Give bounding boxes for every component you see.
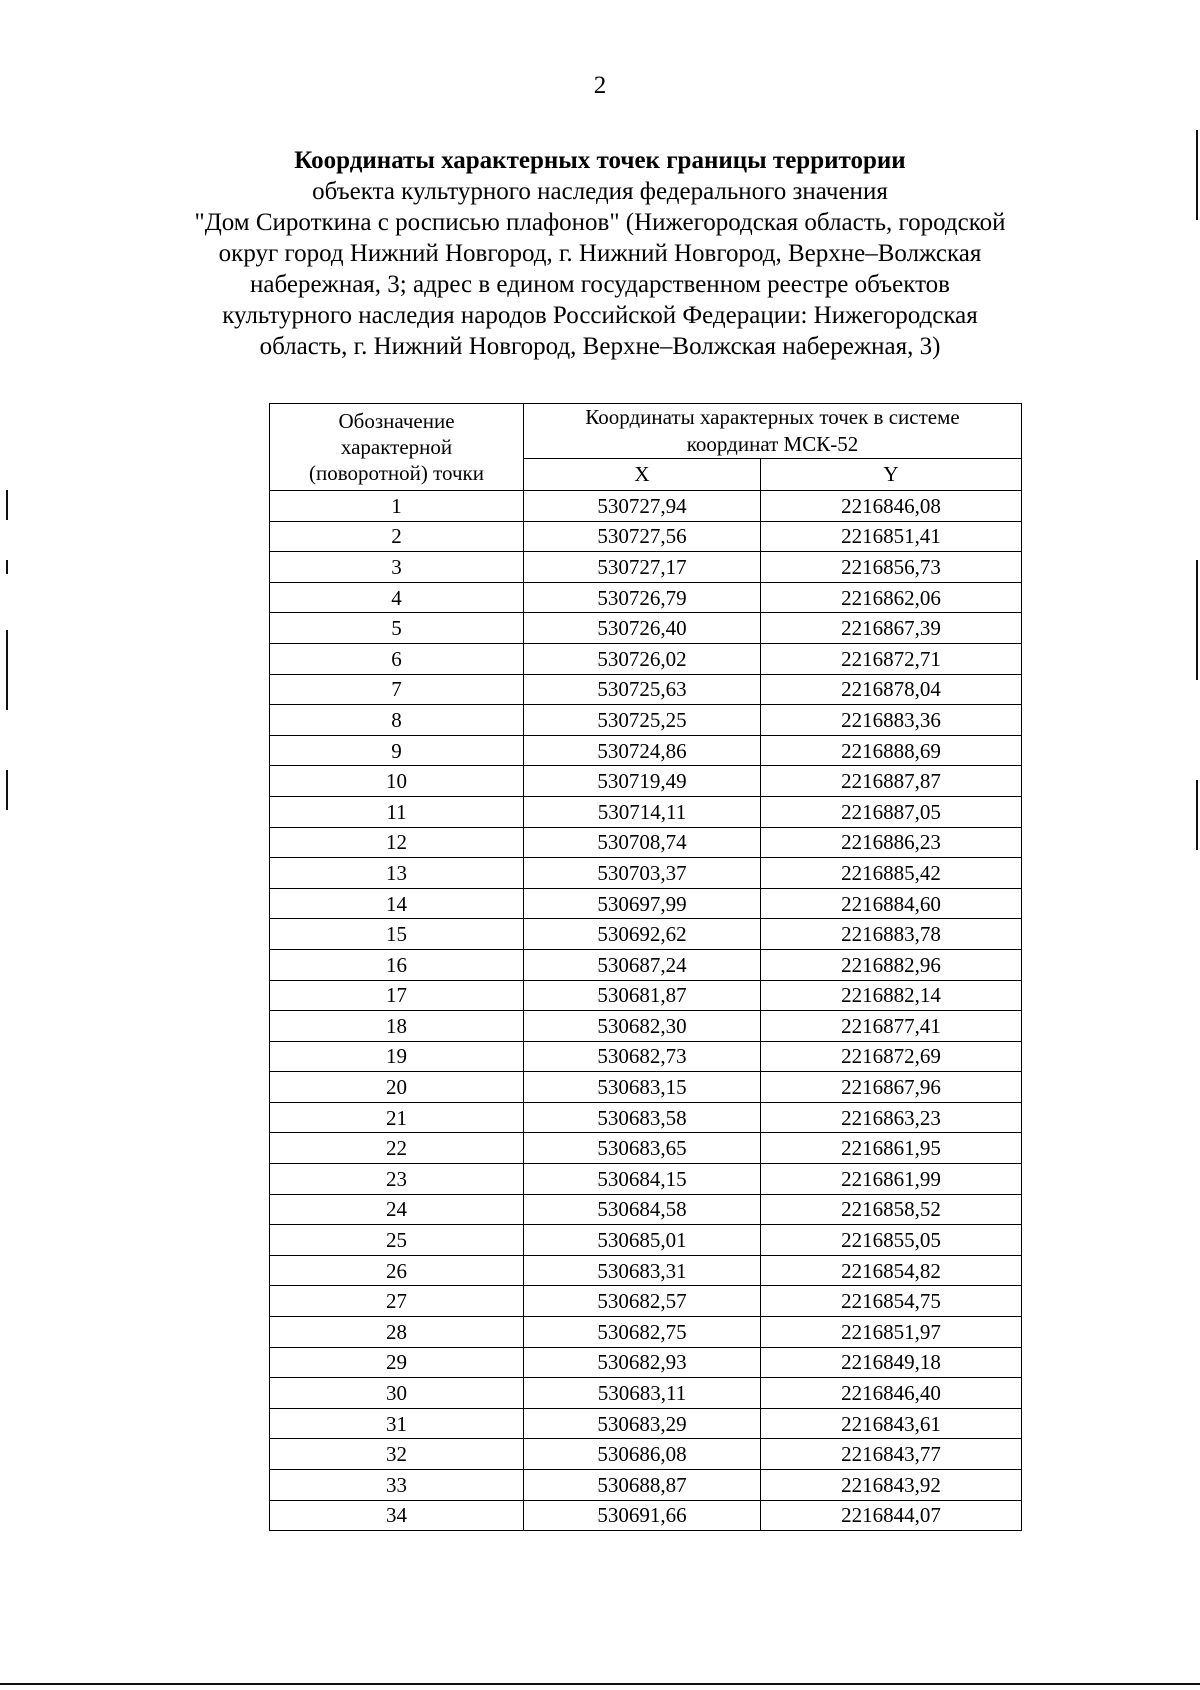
coord-y-cell: 2216882,14 bbox=[761, 980, 1022, 1011]
title-line: округ город Нижний Новгород, г. Нижний Новгород, Верхне–Волжская bbox=[218, 240, 982, 267]
table-row bbox=[270, 521, 1022, 552]
header-system-line: координат МСК-52 bbox=[686, 432, 859, 456]
table-row bbox=[270, 1408, 1022, 1439]
coord-y-cell: 2216863,23 bbox=[761, 1102, 1022, 1133]
point-number-cell: 22 bbox=[270, 1133, 524, 1164]
coord-x-cell: 530691,66 bbox=[524, 1500, 761, 1531]
point-number-cell: 23 bbox=[270, 1164, 524, 1195]
coord-y-cell: 2216843,61 bbox=[761, 1408, 1022, 1439]
coord-y-cell: 2216887,87 bbox=[761, 766, 1022, 797]
coord-x-cell: 530683,65 bbox=[524, 1133, 761, 1164]
point-number-cell: 18 bbox=[270, 1011, 524, 1042]
table-row bbox=[270, 766, 1022, 797]
header-x: X bbox=[524, 459, 761, 491]
point-number-cell: 20 bbox=[270, 1072, 524, 1103]
point-number-cell: 31 bbox=[270, 1408, 524, 1439]
coord-x-cell: 530683,11 bbox=[524, 1378, 761, 1409]
coord-y-cell: 2216843,77 bbox=[761, 1439, 1022, 1470]
coord-y-cell: 2216861,99 bbox=[761, 1164, 1022, 1195]
table-row bbox=[270, 796, 1022, 827]
point-number-cell: 24 bbox=[270, 1194, 524, 1225]
coord-x-cell: 530688,87 bbox=[524, 1470, 761, 1501]
coord-x-cell: 530683,15 bbox=[524, 1072, 761, 1103]
table-row bbox=[270, 1317, 1022, 1348]
header-point-designation bbox=[270, 404, 524, 491]
table-row bbox=[270, 643, 1022, 674]
title-line: набережная, 3; адрес в едином государственном реестре объектов bbox=[250, 271, 950, 298]
table-row bbox=[270, 1378, 1022, 1409]
point-number-cell: 15 bbox=[270, 919, 524, 950]
coord-x-cell: 530726,02 bbox=[524, 643, 761, 674]
coord-y-cell: 2216861,95 bbox=[761, 1133, 1022, 1164]
point-number-cell: 32 bbox=[270, 1439, 524, 1470]
table-row bbox=[270, 1011, 1022, 1042]
point-number-cell: 14 bbox=[270, 888, 524, 919]
title-line: область, г. Нижний Новгород, Верхне–Волжская набережная, 3) bbox=[259, 333, 941, 360]
coordinates-table-body bbox=[270, 491, 1022, 1531]
point-number-cell: 5 bbox=[270, 613, 524, 644]
table-row bbox=[270, 980, 1022, 1011]
header-point-line: характерной bbox=[340, 435, 453, 459]
coord-y-cell: 2216854,82 bbox=[761, 1255, 1022, 1286]
table-row bbox=[270, 1194, 1022, 1225]
coord-x-cell: 530692,62 bbox=[524, 919, 761, 950]
coord-y-cell: 2216846,40 bbox=[761, 1378, 1022, 1409]
point-number-cell: 8 bbox=[270, 705, 524, 736]
header-point-line: Обозначение bbox=[338, 409, 455, 433]
coord-x-cell: 530684,15 bbox=[524, 1164, 761, 1195]
coord-x-cell: 530714,11 bbox=[524, 796, 761, 827]
title-line: объекта культурного наследия федерального значения bbox=[312, 178, 888, 205]
table-row bbox=[270, 1255, 1022, 1286]
table-row bbox=[270, 1102, 1022, 1133]
table-row bbox=[270, 1470, 1022, 1501]
point-number-cell: 27 bbox=[270, 1286, 524, 1317]
coord-x-cell: 530703,37 bbox=[524, 858, 761, 889]
point-number-cell: 11 bbox=[270, 796, 524, 827]
table-row bbox=[270, 1164, 1022, 1195]
table-row bbox=[270, 1072, 1022, 1103]
coord-y-cell: 2216844,07 bbox=[761, 1500, 1022, 1531]
table-row bbox=[270, 705, 1022, 736]
coord-y-cell: 2216877,41 bbox=[761, 1011, 1022, 1042]
coord-y-cell: 2216885,42 bbox=[761, 858, 1022, 889]
point-number-cell: 2 bbox=[270, 521, 524, 552]
coord-y-cell: 2216883,78 bbox=[761, 919, 1022, 950]
header-coordinate-system bbox=[524, 404, 1022, 459]
coord-x-cell: 530697,99 bbox=[524, 888, 761, 919]
coord-y-cell: 2216882,96 bbox=[761, 949, 1022, 980]
coord-x-cell: 530708,74 bbox=[524, 827, 761, 858]
coord-x-cell: 530685,01 bbox=[524, 1225, 761, 1256]
coord-y-cell: 2216883,36 bbox=[761, 705, 1022, 736]
table-row bbox=[270, 1133, 1022, 1164]
coord-x-cell: 530725,63 bbox=[524, 674, 761, 705]
header-y: Y bbox=[761, 459, 1022, 491]
coord-y-cell: 2216854,75 bbox=[761, 1286, 1022, 1317]
coord-y-cell: 2216846,08 bbox=[761, 491, 1022, 522]
table-row bbox=[270, 613, 1022, 644]
table-row bbox=[270, 1439, 1022, 1470]
coord-y-cell: 2216856,73 bbox=[761, 552, 1022, 583]
coord-y-cell: 2216851,97 bbox=[761, 1317, 1022, 1348]
coord-x-cell: 530684,58 bbox=[524, 1194, 761, 1225]
point-number-cell: 16 bbox=[270, 949, 524, 980]
coord-x-cell: 530683,29 bbox=[524, 1408, 761, 1439]
table-row bbox=[270, 1225, 1022, 1256]
table-row bbox=[270, 582, 1022, 613]
header-system-line: Координаты характерных точек в системе bbox=[585, 405, 960, 429]
point-number-cell: 10 bbox=[270, 766, 524, 797]
coord-y-cell: 2216884,60 bbox=[761, 888, 1022, 919]
table-row bbox=[270, 888, 1022, 919]
coord-y-cell: 2216872,71 bbox=[761, 643, 1022, 674]
point-number-cell: 3 bbox=[270, 552, 524, 583]
coord-x-cell: 530727,94 bbox=[524, 491, 761, 522]
coord-x-cell: 530682,57 bbox=[524, 1286, 761, 1317]
coord-x-cell: 530681,87 bbox=[524, 980, 761, 1011]
point-number-cell: 25 bbox=[270, 1225, 524, 1256]
coord-x-cell: 530683,58 bbox=[524, 1102, 761, 1133]
coord-y-cell: 2216886,23 bbox=[761, 827, 1022, 858]
coord-x-cell: 530727,56 bbox=[524, 521, 761, 552]
coord-y-cell: 2216862,06 bbox=[761, 582, 1022, 613]
point-number-cell: 12 bbox=[270, 827, 524, 858]
title-line: культурного наследия народов Российской Федерации: Нижегородская bbox=[222, 302, 978, 329]
table-row bbox=[270, 1041, 1022, 1072]
coord-y-cell: 2216855,05 bbox=[761, 1225, 1022, 1256]
coord-x-cell: 530682,73 bbox=[524, 1041, 761, 1072]
point-number-cell: 7 bbox=[270, 674, 524, 705]
table-row bbox=[270, 674, 1022, 705]
point-number-cell: 29 bbox=[270, 1347, 524, 1378]
point-number-cell: 6 bbox=[270, 643, 524, 674]
point-number-cell: 1 bbox=[270, 491, 524, 522]
coord-y-cell: 2216858,52 bbox=[761, 1194, 1022, 1225]
coord-x-cell: 530682,93 bbox=[524, 1347, 761, 1378]
point-number-cell: 30 bbox=[270, 1378, 524, 1409]
coord-x-cell: 530682,75 bbox=[524, 1317, 761, 1348]
point-number-cell: 26 bbox=[270, 1255, 524, 1286]
coord-y-cell: 2216843,92 bbox=[761, 1470, 1022, 1501]
coord-x-cell: 530682,30 bbox=[524, 1011, 761, 1042]
coord-x-cell: 530719,49 bbox=[524, 766, 761, 797]
coord-x-cell: 530725,25 bbox=[524, 705, 761, 736]
document-title bbox=[150, 145, 1050, 362]
coord-x-cell: 530726,40 bbox=[524, 613, 761, 644]
point-number-cell: 9 bbox=[270, 735, 524, 766]
point-number-cell: 4 bbox=[270, 582, 524, 613]
table-row bbox=[270, 491, 1022, 522]
coord-y-cell: 2216888,69 bbox=[761, 735, 1022, 766]
coord-y-cell: 2216867,39 bbox=[761, 613, 1022, 644]
table-row bbox=[270, 919, 1022, 950]
coord-x-cell: 530686,08 bbox=[524, 1439, 761, 1470]
coord-y-cell: 2216887,05 bbox=[761, 796, 1022, 827]
point-number-cell: 13 bbox=[270, 858, 524, 889]
table-row bbox=[270, 1500, 1022, 1531]
table-row bbox=[270, 1286, 1022, 1317]
title-heading: Координаты характерных точек границы территории bbox=[294, 147, 906, 174]
point-number-cell: 33 bbox=[270, 1470, 524, 1501]
point-number-cell: 21 bbox=[270, 1102, 524, 1133]
point-number-cell: 19 bbox=[270, 1041, 524, 1072]
header-point-line: (поворотной) точки bbox=[309, 461, 484, 485]
coordinates-table bbox=[269, 403, 1022, 1531]
coord-y-cell: 2216878,04 bbox=[761, 674, 1022, 705]
table-row bbox=[270, 552, 1022, 583]
coord-y-cell: 2216849,18 bbox=[761, 1347, 1022, 1378]
table-row bbox=[270, 735, 1022, 766]
coord-y-cell: 2216872,69 bbox=[761, 1041, 1022, 1072]
coord-x-cell: 530726,79 bbox=[524, 582, 761, 613]
coord-x-cell: 530687,24 bbox=[524, 949, 761, 980]
point-number-cell: 28 bbox=[270, 1317, 524, 1348]
coord-x-cell: 530727,17 bbox=[524, 552, 761, 583]
title-line: "Дом Сироткина с росписью плафонов" (Нижегородская область, городской bbox=[194, 209, 1006, 236]
page-number: 2 bbox=[593, 72, 607, 99]
coord-y-cell: 2216867,96 bbox=[761, 1072, 1022, 1103]
table-row bbox=[270, 858, 1022, 889]
table-row bbox=[270, 949, 1022, 980]
table-row bbox=[270, 827, 1022, 858]
table-row bbox=[270, 1347, 1022, 1378]
coord-x-cell: 530724,86 bbox=[524, 735, 761, 766]
point-number-cell: 17 bbox=[270, 980, 524, 1011]
coord-y-cell: 2216851,41 bbox=[761, 521, 1022, 552]
point-number-cell: 34 bbox=[270, 1500, 524, 1531]
coord-x-cell: 530683,31 bbox=[524, 1255, 761, 1286]
